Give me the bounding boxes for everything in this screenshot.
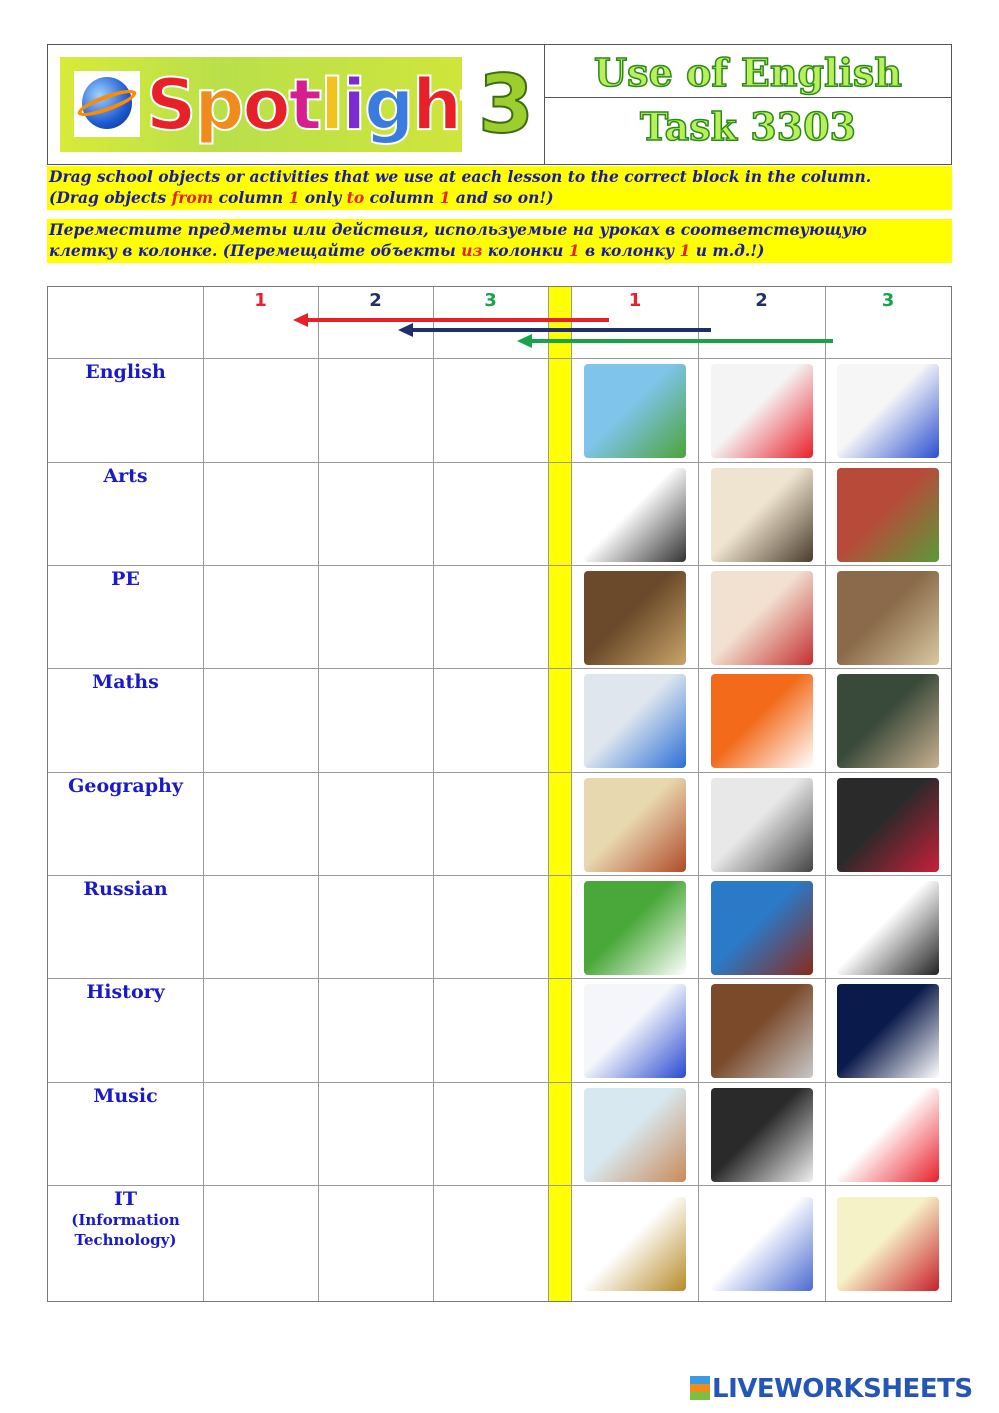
- drop-zone-arts-col-1[interactable]: [203, 462, 318, 565]
- drop-zone-arts-col-2[interactable]: [318, 462, 433, 565]
- logo-level-number: 3: [478, 58, 534, 151]
- subject-label-arts: Arts: [103, 465, 148, 487]
- drop-zone-english-col-2[interactable]: [318, 358, 433, 462]
- separator-column: [548, 287, 572, 1301]
- drop-zone-pe-col-3[interactable]: [433, 565, 548, 668]
- source-column-2-header: 2: [755, 290, 768, 311]
- draggable-tile-musical-instruments[interactable]: [584, 1197, 686, 1291]
- drop-zone-geography-col-3[interactable]: [433, 772, 548, 875]
- draggable-tile-photo-collage[interactable]: [837, 571, 939, 665]
- subject-label-music: Music: [93, 1085, 158, 1107]
- drop-zone-music-col-2[interactable]: [318, 1082, 433, 1185]
- drop-zone-maths-col-1[interactable]: [203, 668, 318, 772]
- draggable-tile-globe[interactable]: [711, 881, 813, 975]
- arrow-column-1: [293, 313, 609, 327]
- subject-label-history: History: [86, 981, 165, 1003]
- instruction-line: Drag school objects or activities that we use at each lesson to the correct block in the column.: [49, 167, 872, 186]
- drop-zone-music-col-3[interactable]: [433, 1082, 548, 1185]
- draggable-tile-writing-in-notebook[interactable]: [584, 984, 686, 1078]
- draggable-tile-russian-spelling-rules[interactable]: [837, 1197, 939, 1291]
- spotlight-logo: [60, 57, 462, 152]
- draggable-tile-handwriting-copybook[interactable]: [711, 468, 813, 562]
- draggable-tile-watercolor-paints[interactable]: [711, 364, 813, 458]
- instructions-russian: [47, 219, 952, 263]
- drop-zone-arts-col-3[interactable]: [433, 462, 548, 565]
- liveworksheets-brand: LIVEWORKSHEETS: [690, 1374, 990, 1404]
- drop-zone-geography-col-2[interactable]: [318, 772, 433, 875]
- subject-label-pe: PE: [111, 568, 140, 590]
- draggable-tile-antique-objects[interactable]: [584, 571, 686, 665]
- globe-logo-icon: [74, 71, 140, 137]
- drop-zone-music-col-1[interactable]: [203, 1082, 318, 1185]
- instruction-line: Переместите предметы или действия, используемые на уроках в соответствующую: [49, 220, 867, 239]
- header-panel: [47, 44, 952, 165]
- draggable-tile-sports-equipment[interactable]: [711, 1197, 813, 1291]
- liveworksheets-logo-icon: [690, 1376, 710, 1400]
- draggable-tile-laptop-and-robot[interactable]: [711, 778, 813, 872]
- source-column-3-header: 3: [881, 290, 895, 311]
- draggable-tile-football[interactable]: [584, 881, 686, 975]
- drop-zone-maths-col-3[interactable]: [433, 668, 548, 772]
- draggable-tile-chalkboard-formulas[interactable]: [711, 1088, 813, 1182]
- matching-grid: [47, 286, 952, 1302]
- target-column-1-header: 1: [254, 290, 267, 311]
- draggable-tile-running-track[interactable]: [837, 468, 939, 562]
- drop-zone-history-col-3[interactable]: [433, 978, 548, 1082]
- drop-zone-russian-col-1[interactable]: [203, 875, 318, 978]
- draggable-tile-colored-pencils[interactable]: [837, 1088, 939, 1182]
- drop-zone-it-col-1[interactable]: [203, 1185, 318, 1301]
- task-number: Task 3303: [640, 104, 856, 149]
- draggable-tile-math-tools[interactable]: [837, 364, 939, 458]
- instruction-line: клетку в колонке. (Перемещайте объекты из колонки 1 в колонку 1 и т.д.!): [49, 241, 765, 260]
- arrow-column-2: [398, 323, 711, 337]
- drop-zone-it-col-3[interactable]: [433, 1185, 548, 1301]
- drop-zone-it-col-2[interactable]: [318, 1185, 433, 1301]
- drop-zone-history-col-1[interactable]: [203, 978, 318, 1082]
- drop-zone-english-col-1[interactable]: [203, 358, 318, 462]
- subject-label-it: IT (Information Technology): [71, 1188, 180, 1249]
- target-column-2-header: 2: [369, 290, 382, 311]
- draggable-tile-sheet-music[interactable]: [837, 881, 939, 975]
- draggable-tile-laptop[interactable]: [584, 674, 686, 768]
- subject-label-maths: Maths: [92, 671, 159, 693]
- drop-zone-english-col-3[interactable]: [433, 358, 548, 462]
- draggable-tile-typing-on-keyboard[interactable]: [837, 778, 939, 872]
- subject-label-russian: Russian: [83, 878, 168, 900]
- source-column-1-header: 1: [628, 290, 642, 311]
- drop-zone-maths-col-2[interactable]: [318, 668, 433, 772]
- target-column-3-header: 3: [484, 290, 497, 311]
- drop-zone-history-col-2[interactable]: [318, 978, 433, 1082]
- worksheet-title: Use of English: [594, 50, 902, 95]
- direction-arrows: [48, 287, 951, 358]
- subject-label-geography: Geography: [68, 775, 183, 797]
- draggable-tile-math-sums-worksheet[interactable]: [584, 468, 686, 562]
- draggable-tile-peter-the-great-portrait[interactable]: [837, 674, 939, 768]
- instruction-line: (Drag objects from column 1 only to column 1 and so on!): [49, 188, 554, 207]
- drop-zone-geography-col-1[interactable]: [203, 772, 318, 875]
- draggable-tile-children-drawing[interactable]: [584, 778, 686, 872]
- draggable-tile-students-talking[interactable]: [584, 1088, 686, 1182]
- drop-zone-russian-col-2[interactable]: [318, 875, 433, 978]
- draggable-tile-world-map[interactable]: [584, 364, 686, 458]
- header-divider: [544, 97, 952, 98]
- drop-zone-russian-col-3[interactable]: [433, 875, 548, 978]
- draggable-tile-children-singing[interactable]: [711, 571, 813, 665]
- draggable-tile-spotlight-book[interactable]: [711, 674, 813, 768]
- drop-zone-pe-col-2[interactable]: [318, 565, 433, 668]
- draggable-tile-faberge-egg[interactable]: [711, 984, 813, 1078]
- draggable-tile-code-on-screen[interactable]: [837, 984, 939, 1078]
- drop-zone-pe-col-1[interactable]: [203, 565, 318, 668]
- logo-wordmark: Spotligh: [146, 64, 461, 146]
- subject-label-english: English: [85, 361, 166, 383]
- arrow-column-3: [517, 334, 833, 348]
- instructions-english: [47, 166, 952, 210]
